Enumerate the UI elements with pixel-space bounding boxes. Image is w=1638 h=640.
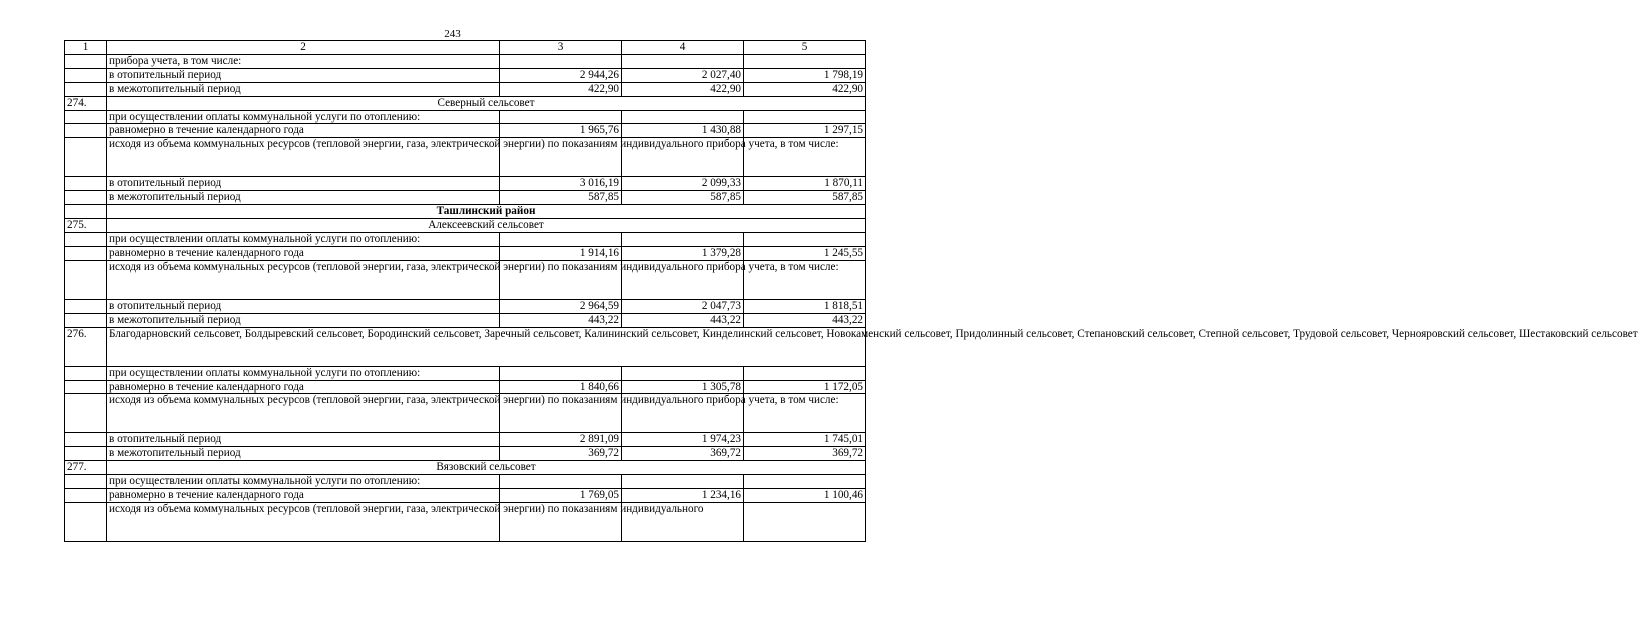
value-col-4: 587,85 bbox=[622, 191, 744, 205]
row-label: при осуществлении оплаты коммунальной услуги по отоплению: bbox=[107, 475, 500, 489]
district-title: Ташлинский район bbox=[107, 205, 866, 219]
row-label: в межотопительный период bbox=[107, 313, 500, 327]
text-row bbox=[65, 394, 866, 433]
text-row bbox=[65, 232, 866, 246]
section-row bbox=[65, 327, 866, 366]
value-row bbox=[65, 246, 866, 260]
value-col-3: 1 965,76 bbox=[500, 124, 622, 138]
row-label: равномерно в течение календарного года bbox=[107, 124, 500, 138]
value-col-5: 1 798,19 bbox=[744, 68, 866, 82]
row-number-empty bbox=[65, 380, 107, 394]
row-label: в отопительный период bbox=[107, 299, 500, 313]
value-col-3: 1 769,05 bbox=[500, 489, 622, 503]
row-number-empty bbox=[65, 299, 107, 313]
empty-col-5 bbox=[744, 232, 866, 246]
value-col-4: 1 234,16 bbox=[622, 489, 744, 503]
section-row bbox=[65, 219, 866, 233]
row-label: в отопительный период bbox=[107, 433, 500, 447]
empty-col-4 bbox=[622, 475, 744, 489]
row-label: при осуществлении оплаты коммунальной услуги по отоплению: bbox=[107, 232, 500, 246]
value-col-5: 443,22 bbox=[744, 313, 866, 327]
table-header-row bbox=[65, 41, 866, 55]
text-row bbox=[65, 366, 866, 380]
value-col-3: 443,22 bbox=[500, 313, 622, 327]
value-col-3: 2 944,26 bbox=[500, 68, 622, 82]
value-col-4: 1 430,88 bbox=[622, 124, 744, 138]
settlement-title: Благодарновский сельсовет, Болдыревский сельсовет, Бородинский сельсовет, Заречный сельсовет, Калининский сельсовет, Кинделинский сельсовет, Новокаменский сельсовет, Придолинный сельсовет, Степановский сельсовет, Степной сельсовет, Трудовой сельсовет, Чернояровский сельсовет, Шестаковский сельсовет bbox=[107, 327, 866, 366]
row-number: 274. bbox=[65, 96, 107, 110]
value-row bbox=[65, 124, 866, 138]
row-number: 276. bbox=[65, 327, 107, 366]
value-col-5: 422,90 bbox=[744, 82, 866, 96]
value-col-5: 1 245,55 bbox=[744, 246, 866, 260]
header-col-2: 2 bbox=[107, 41, 500, 55]
value-row bbox=[65, 191, 866, 205]
value-col-3: 369,72 bbox=[500, 447, 622, 461]
row-number-empty bbox=[65, 447, 107, 461]
empty-col-5 bbox=[744, 366, 866, 380]
value-row bbox=[65, 380, 866, 394]
value-col-4: 1 974,23 bbox=[622, 433, 744, 447]
text-row bbox=[65, 502, 866, 541]
header-col-1: 1 bbox=[65, 41, 107, 55]
value-row bbox=[65, 68, 866, 82]
row-number-empty bbox=[65, 82, 107, 96]
row-number-empty bbox=[65, 475, 107, 489]
value-col-5: 1 172,05 bbox=[744, 380, 866, 394]
value-col-3: 3 016,19 bbox=[500, 177, 622, 191]
value-row bbox=[65, 313, 866, 327]
value-col-4: 1 379,28 bbox=[622, 246, 744, 260]
value-col-3: 422,90 bbox=[500, 82, 622, 96]
value-col-5: 369,72 bbox=[744, 447, 866, 461]
value-col-5: 587,85 bbox=[744, 191, 866, 205]
value-row bbox=[65, 489, 866, 503]
empty-col-3 bbox=[500, 475, 622, 489]
row-label: в межотопительный период bbox=[107, 447, 500, 461]
page-number: 243 bbox=[444, 28, 461, 40]
empty-col-4 bbox=[622, 54, 744, 68]
row-number-empty bbox=[65, 54, 107, 68]
value-col-5: 1 745,01 bbox=[744, 433, 866, 447]
row-number-empty bbox=[65, 366, 107, 380]
settlement-title: Вязовский сельсовет bbox=[107, 461, 866, 475]
empty-col-4 bbox=[622, 366, 744, 380]
row-label: равномерно в течение календарного года bbox=[107, 246, 500, 260]
value-col-3: 1 914,16 bbox=[500, 246, 622, 260]
header-col-3: 3 bbox=[500, 41, 622, 55]
row-number-empty bbox=[65, 110, 107, 124]
value-col-5: 1 818,51 bbox=[744, 299, 866, 313]
tariff-table-body bbox=[65, 41, 1638, 542]
empty-col-3 bbox=[500, 366, 622, 380]
value-row bbox=[65, 299, 866, 313]
section-row bbox=[65, 96, 866, 110]
row-number: 277. bbox=[65, 461, 107, 475]
value-col-3: 2 964,59 bbox=[500, 299, 622, 313]
value-col-3: 2 891,09 bbox=[500, 433, 622, 447]
value-col-3: 587,85 bbox=[500, 191, 622, 205]
value-col-4: 1 305,78 bbox=[622, 380, 744, 394]
row-number: 275. bbox=[65, 219, 107, 233]
row-label: при осуществлении оплаты коммунальной услуги по отоплению: bbox=[107, 366, 500, 380]
section-row bbox=[65, 461, 866, 475]
value-row bbox=[65, 177, 866, 191]
value-col-5: 1 100,46 bbox=[744, 489, 866, 503]
row-number-empty bbox=[65, 394, 107, 433]
row-number-empty bbox=[65, 191, 107, 205]
value-col-4: 2 047,73 bbox=[622, 299, 744, 313]
row-number-empty bbox=[65, 313, 107, 327]
row-number-empty bbox=[65, 138, 107, 177]
header-col-5: 5 bbox=[744, 41, 866, 55]
row-label: равномерно в течение календарного года bbox=[107, 380, 500, 394]
value-col-5: 1 870,11 bbox=[744, 177, 866, 191]
empty-col-4 bbox=[622, 110, 744, 124]
value-col-4: 369,72 bbox=[622, 447, 744, 461]
row-label: исходя из объема коммунальных ресурсов (тепловой энергии, газа, электрической энергии) по показаниям индивидуального прибора учета, в том числе: bbox=[107, 394, 500, 433]
text-row bbox=[65, 110, 866, 124]
row-label: при осуществлении оплаты коммунальной услуги по отоплению: bbox=[107, 110, 500, 124]
row-number-empty bbox=[65, 260, 107, 299]
row-label: в межотопительный период bbox=[107, 82, 500, 96]
empty-col-5 bbox=[744, 502, 866, 541]
text-row bbox=[65, 54, 866, 68]
row-label: прибора учета, в том числе: bbox=[107, 54, 500, 68]
row-label: исходя из объема коммунальных ресурсов (тепловой энергии, газа, электрической энергии) по показаниям индивидуального прибора учета, в том числе: bbox=[107, 138, 500, 177]
empty-col-5 bbox=[744, 110, 866, 124]
value-row bbox=[65, 82, 866, 96]
value-col-5: 1 297,15 bbox=[744, 124, 866, 138]
settlement-title: Алексеевский сельсовет bbox=[107, 219, 866, 233]
row-number-empty bbox=[65, 68, 107, 82]
value-col-4: 422,90 bbox=[622, 82, 744, 96]
header-col-4: 4 bbox=[622, 41, 744, 55]
district-row bbox=[65, 205, 866, 219]
row-label: в отопительный период bbox=[107, 177, 500, 191]
empty-col-3 bbox=[500, 54, 622, 68]
empty-col-4 bbox=[622, 232, 744, 246]
value-col-4: 443,22 bbox=[622, 313, 744, 327]
value-col-3: 1 840,66 bbox=[500, 380, 622, 394]
value-col-4: 2 027,40 bbox=[622, 68, 744, 82]
row-label: равномерно в течение календарного года bbox=[107, 489, 500, 503]
text-row bbox=[65, 260, 866, 299]
row-label: в отопительный период bbox=[107, 68, 500, 82]
settlement-title: Северный сельсовет bbox=[107, 96, 866, 110]
row-number-empty bbox=[65, 177, 107, 191]
row-number-empty bbox=[65, 232, 107, 246]
tariff-table bbox=[64, 40, 1638, 542]
value-row bbox=[65, 433, 866, 447]
value-col-4: 2 099,33 bbox=[622, 177, 744, 191]
empty-col-3 bbox=[500, 110, 622, 124]
row-number-empty bbox=[65, 433, 107, 447]
empty-col-3 bbox=[500, 232, 622, 246]
row-number-empty bbox=[65, 246, 107, 260]
empty-col-5 bbox=[744, 54, 866, 68]
row-label: исходя из объема коммунальных ресурсов (тепловой энергии, газа, электрической энергии) по показаниям индивидуального bbox=[107, 502, 500, 541]
value-row bbox=[65, 447, 866, 461]
row-label: в межотопительный период bbox=[107, 191, 500, 205]
row-number-empty bbox=[65, 124, 107, 138]
row-number-empty bbox=[65, 205, 107, 219]
row-label: исходя из объема коммунальных ресурсов (тепловой энергии, газа, электрической энергии) по показаниям индивидуального прибора учета, в том числе: bbox=[107, 260, 500, 299]
row-number-empty bbox=[65, 502, 107, 541]
row-number-empty bbox=[65, 489, 107, 503]
text-row bbox=[65, 475, 866, 489]
empty-col-5 bbox=[744, 475, 866, 489]
text-row bbox=[65, 138, 866, 177]
